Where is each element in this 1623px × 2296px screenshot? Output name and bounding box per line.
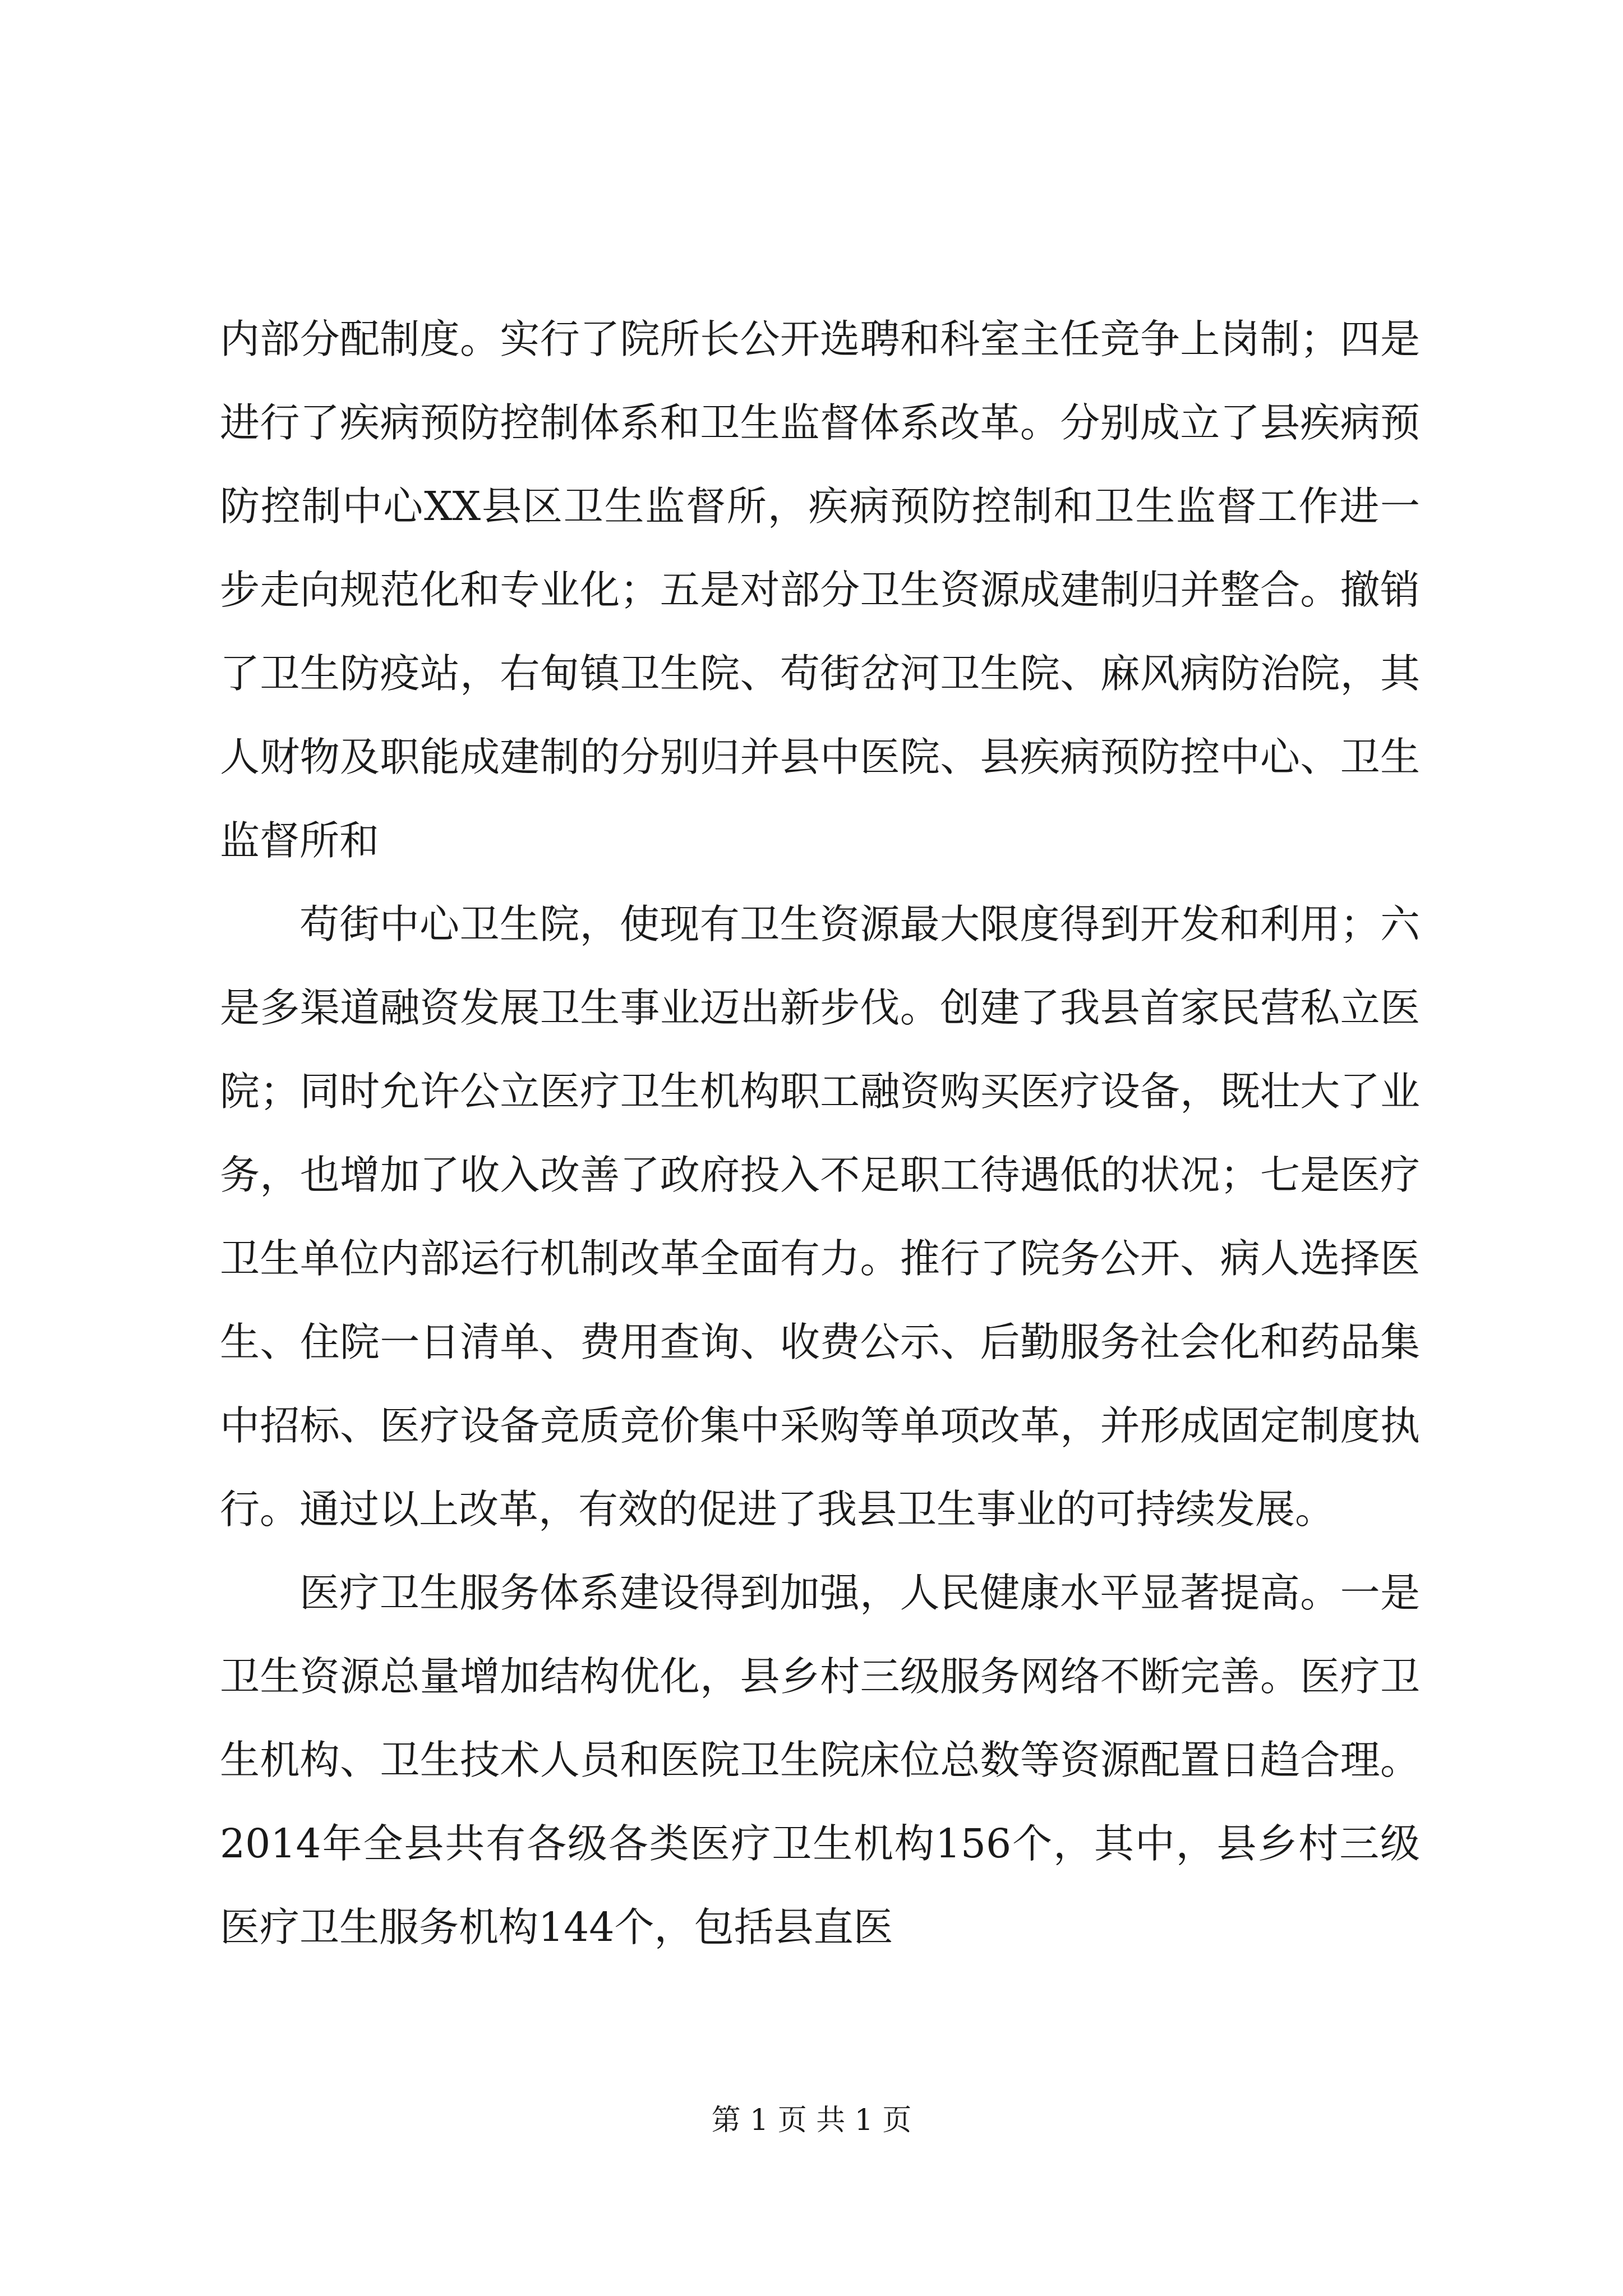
paragraph-2: 苟街中心卫生院，使现有卫生资源最大限度得到开发和利用；六是多渠道融资发展卫生事业迈出新步伐。创建了我县首家民营私立医院；同时允许公立医疗卫生机构职工融资购买医疗设备，既壮大了业务，也增加了收入改善了政府投入不足职工待遇低的状况；七是医疗卫生单位内部运行机制改革全面有力。推行了院务公开、病人选择医生、住院一日清单、费用查询、收费公示、后勤服务社会化和药品集中招标、医疗设备竞质竞价集中采购等单项改革，并形成固定制度执行。通过以上改革，有效的促进了我县卫生事业的可持续发展。 <box>220 901 1420 1533</box>
page-footer: 第 1 页 共 1 页 <box>711 2104 912 2137</box>
paragraph-3: 医疗卫生服务体系建设得到加强，人民健康水平显著提高。一是卫生资源总量增加结构优化，县乡村三级服务网络不断完善。医疗卫生机构、卫生技术人员和医院卫生院床位总数等资源配置日趋合理。2014年全县共有各级各类医疗卫生机构156个，其中，县乡村三级医疗卫生服务机构144个，包括县直医 <box>220 1570 1420 1950</box>
document-body <box>220 297 1420 1969</box>
paragraph-1: 内部分配制度。实行了院所长公开选聘和科室主任竞争上岗制；四是进行了疾病预防控制体系和卫生监督体系改革。分别成立了县疾病预防控制中心XX县区卫生监督所，疾病预防控制和卫生监督工作进一步走向规范化和专业化；五是对部分卫生资源成建制归并整合。撤销了卫生防疫站，右甸镇卫生院、苟街岔河卫生院、麻风病防治院，其人财物及职能成建制的分别归并县中医院、县疾病预防控中心、卫生监督所和 <box>220 316 1420 864</box>
